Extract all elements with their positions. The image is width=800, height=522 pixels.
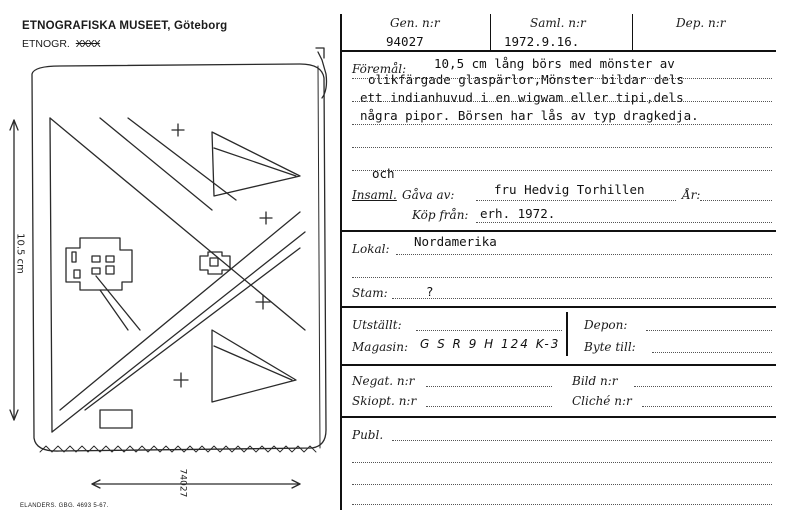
header-rule (342, 50, 776, 52)
foremal-label: Föremål: (352, 62, 407, 76)
kop-value: erh. 1972. (480, 206, 556, 221)
kop-label: Köp från: (412, 208, 469, 222)
lokal-value: Nordamerika (414, 234, 497, 249)
side-note: 74027 (177, 468, 188, 498)
stam-label: Stam: (352, 286, 388, 300)
storage-rule (342, 364, 776, 366)
foremal-line-dots-3 (352, 124, 772, 125)
gava-value: fru Hedvig Torhillen (494, 182, 645, 197)
magasin-value: G S R 9 H 124 K-3 (420, 337, 561, 351)
skiopt-label: Skiopt. n:r (352, 394, 417, 408)
header-divider-2 (632, 14, 633, 50)
saml-label: Saml. n:r (530, 16, 586, 30)
gen-value: 94027 (386, 34, 424, 49)
foremal-line-2: olikfärgade glaspärlor,Mönster bildar dels (368, 72, 685, 87)
publ-dots-4 (352, 504, 772, 505)
lokal-dots-2 (352, 277, 772, 278)
publ-dots-3 (352, 484, 772, 485)
department-label: ETNOGR. XXXX (22, 38, 100, 50)
foremal-line-dots-4 (352, 147, 772, 148)
utstallt-dots (416, 330, 562, 331)
stam-rule (342, 306, 776, 308)
utstallt-label: Utställt: (352, 318, 402, 332)
acq-rule (342, 230, 776, 232)
card-divider (340, 14, 342, 510)
printer-note: ELANDERS. GBG. 4693 5-67. (20, 503, 109, 509)
museum-name: ETNOGRAFISKA MUSEET, Göteborg (22, 20, 228, 32)
och-text: och (372, 166, 395, 181)
foremal-line-dots-2 (352, 101, 772, 102)
lokal-label: Lokal: (352, 242, 390, 256)
stam-dots (392, 298, 772, 299)
publ-label: Publ. (352, 428, 384, 442)
foremal-line-3: ett indianhuvud i en wigwam eller tipi,dels (360, 90, 684, 105)
byte-dots (652, 352, 772, 353)
skiopt-dots (426, 406, 552, 407)
ar-label: År: (682, 188, 701, 202)
ar-dots (700, 200, 772, 201)
kop-dots (476, 222, 772, 223)
dep-label: Dep. n:r (676, 16, 726, 30)
saml-value: 1972.9.16. (504, 34, 580, 49)
gen-label: Gen. n:r (390, 16, 440, 30)
magasin-label: Magasin: (352, 340, 409, 354)
foremal-line-dots-1 (352, 78, 772, 79)
foremal-line-1: 10,5 cm lång börs med mönster av (434, 56, 675, 71)
lokal-dots-1 (396, 254, 772, 255)
negat-label: Negat. n:r (352, 374, 415, 388)
struck-text: XXXX (75, 38, 100, 50)
size-note: 10.5 cm (14, 233, 26, 274)
publ-dots-1 (392, 440, 772, 441)
stam-value: ? (426, 284, 434, 299)
insaml-label: Insaml. (352, 188, 397, 202)
gava-label: Gåva av: (402, 188, 455, 202)
foremal-line-dots-5 (352, 170, 772, 171)
gava-dots (476, 200, 676, 201)
purse-drawing (0, 0, 340, 522)
bild-label: Bild n:r (572, 374, 618, 388)
byte-label: Byte till: (584, 340, 636, 354)
negat-dots (426, 386, 552, 387)
cliche-label: Cliché n:r (572, 394, 632, 408)
photos-rule (342, 416, 776, 418)
bild-dots (634, 386, 772, 387)
depon-label: Depon: (584, 318, 628, 332)
cliche-dots (642, 406, 772, 407)
depon-dots (646, 330, 772, 331)
storage-divider (566, 312, 568, 356)
foremal-line-4: några pipor. Börsen har lås av typ dragkedja. (360, 108, 699, 123)
header-divider-1 (490, 14, 491, 50)
publ-dots-2 (352, 462, 772, 463)
